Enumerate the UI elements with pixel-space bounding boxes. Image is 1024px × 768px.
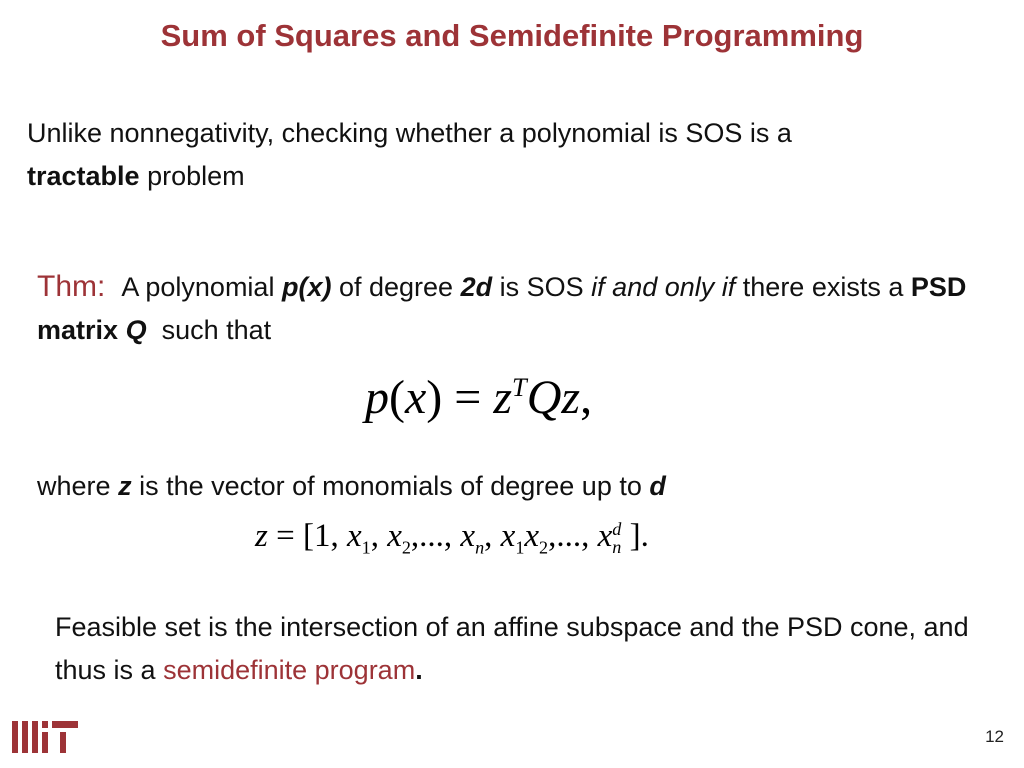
intro-paragraph [27, 112, 1007, 198]
slide-title: Sum of Squares and Semidefinite Programming [160, 18, 864, 53]
eq2-x2: x [387, 518, 402, 554]
intro-text: Unlike nonnegativity, checking whether a polynomial is SOS is a [27, 118, 792, 148]
theorem-text-5: such that [161, 315, 272, 345]
eq2-x1b: x [500, 518, 516, 554]
equation-sos [365, 370, 592, 425]
eq2-x2b: x [524, 518, 540, 554]
eq2-x1: x [346, 518, 362, 554]
eq2-xnd: x [597, 518, 613, 554]
theorem-paragraph [37, 265, 997, 352]
theorem-poly: p(x) [281, 272, 332, 302]
intro-text-end: problem [147, 161, 245, 191]
eq1-z: z [493, 371, 513, 424]
equation-monomials [255, 518, 649, 559]
eq2-z: z [255, 518, 268, 554]
eq1-comma: , [580, 371, 593, 424]
eq2-dots-2: ,..., [548, 518, 590, 554]
eq1-equals: ) = [426, 371, 482, 424]
where-text-1: where [37, 471, 111, 501]
intro-bold-word: tractable [27, 161, 140, 191]
theorem-label: Thm: [37, 270, 106, 303]
theorem-text-3: is SOS [499, 272, 584, 302]
eq2-close: ]. [629, 518, 649, 554]
eq2-sub-1b: 1 [515, 537, 525, 558]
eq2-sub-2b: 2 [539, 537, 549, 558]
theorem-q: Q [125, 315, 147, 345]
theorem-psd: PSD matrix [37, 272, 967, 345]
where-d: d [649, 471, 666, 501]
where-text-2: is the vector of monomials of degree up to [139, 471, 642, 501]
mit-logo [12, 721, 78, 753]
where-z: z [118, 471, 132, 501]
eq1-p: p [365, 371, 389, 424]
eq2-sub-1: 1 [361, 537, 371, 558]
eq1-qz: Qz [526, 371, 581, 424]
eq2-xn: x [460, 518, 476, 554]
eq2-sep-2: , [484, 518, 493, 554]
where-paragraph [37, 465, 997, 508]
theorem-text-2: of degree [338, 272, 454, 302]
theorem-text-4: there exists a [742, 272, 904, 302]
feasible-highlight: semidefinite program [163, 655, 416, 685]
feasible-paragraph [55, 606, 995, 692]
eq2-sep-1: , [370, 518, 379, 554]
slide-number: 12 [985, 727, 1004, 746]
eq1-transpose: T [512, 372, 527, 402]
theorem-iff: if and only if [591, 272, 736, 302]
eq1-x: x [404, 371, 427, 424]
eq2-sup-d: d [612, 519, 622, 540]
feasible-text: Feasible set is the intersection of an affine subspace and the PSD cone, and thus is a [55, 612, 969, 685]
theorem-text-1: A polynomial [121, 272, 275, 302]
eq1-lparen: ( [389, 371, 405, 424]
eq2-dots-1: ,..., [410, 518, 453, 554]
eq2-sub-2: 2 [401, 537, 411, 558]
feasible-period: . [415, 655, 423, 685]
eq2-sub-n: n [475, 537, 485, 558]
eq2-open: = [1, [276, 518, 339, 554]
theorem-degree: 2d [460, 272, 493, 302]
eq2-sub-n2: n [612, 537, 622, 558]
